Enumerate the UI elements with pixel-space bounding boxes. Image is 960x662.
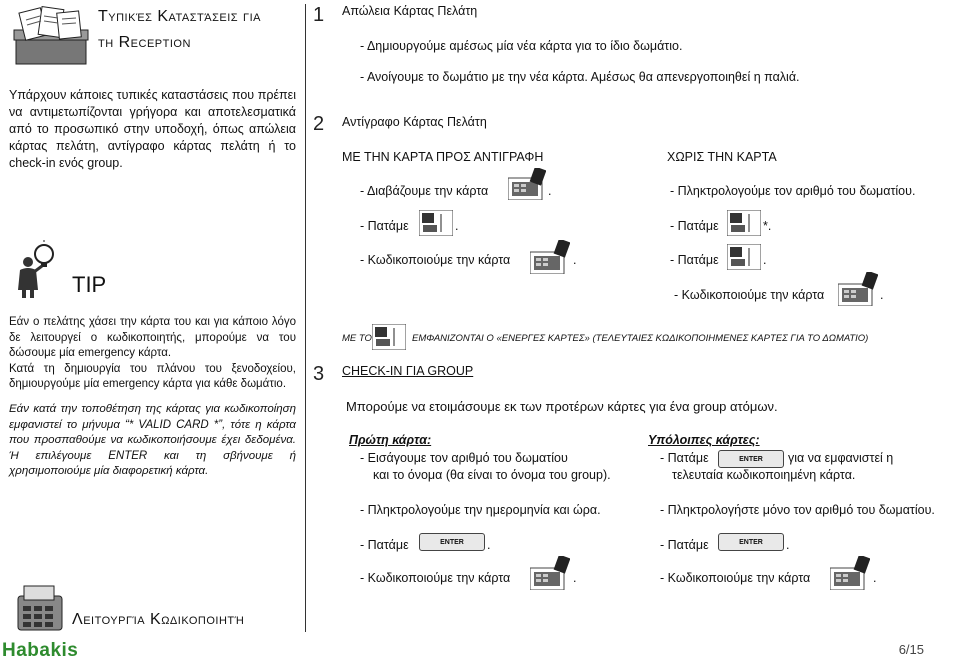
section-1-number: 1 [313, 4, 325, 26]
without-card-step-press-1-suffix: *. [763, 219, 772, 233]
first-card-step-encode-dot: . [573, 571, 577, 585]
other-cards-step-press-dot: . [786, 538, 790, 552]
card-encoder-icon [830, 556, 870, 590]
first-card-heading: Πρώτη κάρτα: [349, 433, 432, 447]
pc-key-icon [727, 210, 761, 236]
other-cards-step-press: - Πατάμε [660, 451, 709, 465]
enter-key: ENTER [718, 533, 784, 551]
first-card-step-room: - Εισάγουμε τον αριθμό του δωματίου [360, 451, 568, 465]
without-card-step-encode: - Κωδικοποιούμε την κάρτα [674, 288, 825, 302]
column-divider [305, 4, 306, 632]
section-1-title: Απώλεια Κάρτας Πελάτη [342, 4, 478, 18]
other-cards-heading: Υπόλοιπες κάρτες: [648, 433, 760, 447]
active-cards-note-text: ΕΜΦΑΝΙΖΟΝΤΑΙ Ο «ΕΝΕΡΓΕΣ ΚΑΡΤΕΣ» (ΤΕΛΕΥΤΑΙΕΣ ΚΩΔΙΚΟΠΟΙΗΜΕΝΕΣ ΚΑΡΤΕΣ ΓΙΑ ΤΟ ΔΩΜΑΤΙΟ) [412, 333, 869, 344]
tip-label: TIP [72, 272, 107, 297]
other-cards-step-press-suffix: για να εμφανιστεί η [788, 451, 894, 465]
first-card-step-press: - Πατάμε [360, 538, 409, 552]
other-cards-step-room: - Πληκτρολογήστε μόνο τον αριθμό του δωματίου. [660, 503, 935, 517]
card-reader-icon [508, 168, 546, 200]
with-card-step-read: - Διαβάζουμε την κάρτα [360, 184, 489, 198]
first-card-step-date: - Πληκτρολογούμε την ημερομηνία και ώρα. [360, 503, 601, 517]
section-1-step-1: - Δημιουργούμε αμέσως μία νέα κάρτα για το ίδιο δωμάτιο. [360, 39, 683, 53]
without-card-step-type-room: - Πληκτρολογούμε τον αριθμό του δωματίου. [670, 184, 916, 198]
idea-person-icon [14, 240, 60, 300]
without-card-step-encode-dot: . [880, 288, 884, 302]
with-card-step-encode-dot: . [573, 253, 577, 267]
pc-key-icon [372, 324, 406, 350]
section-2-number: 2 [313, 113, 325, 135]
other-cards-step-press-2: τελευταία κωδικοποιημένη κάρτα. [672, 468, 856, 482]
col-without-card-heading: ΧΩΡΙΣ ΤΗΝ ΚΑΡΤΑ [667, 150, 777, 164]
encoder-device-icon [14, 582, 66, 634]
documents-icon [12, 6, 90, 68]
section-1-step-2: - Ανοίγουμε το δωμάτιο με την νέα κάρτα. Αμέσως θα απενεργοποιηθεί η παλιά. [360, 70, 800, 84]
section-2-title: Αντίγραφο Κάρτας Πελάτη [342, 115, 487, 129]
without-card-step-press-1: - Πατάμε [670, 219, 719, 233]
without-card-step-press-2: - Πατάμε [670, 253, 719, 267]
card-encoder-icon [530, 240, 570, 274]
with-card-step-press: - Πατάμε [360, 219, 409, 233]
other-cards-step-encode: - Κωδικοποιούμε την κάρτα [660, 571, 811, 585]
enter-key: ENTER [718, 450, 784, 468]
encoder-section-title: Λειτουργία Κωδικοποιητή [72, 611, 245, 628]
active-cards-note-prefix: ΜΕ ΤΟ [342, 333, 372, 344]
section-3-title: CHECK-IN ΓΙΑ GROUP [342, 364, 474, 378]
brand-logo: Habakis [2, 640, 79, 661]
with-card-step-encode: - Κωδικοποιούμε την κάρτα [360, 253, 511, 267]
other-cards-step-press-2b: - Πατάμε [660, 538, 709, 552]
first-card-step-room-2: και το όνομα (θα είναι το όνομα του group). [373, 468, 611, 482]
card-encoder-icon [838, 272, 878, 306]
tip-valid-card-note: Εάν κατά την τοποθέτηση της κάρτας για κωδικοποίηση εμφανιστεί το μήνυμα “* VALID CARD *”, τότε η κάρτα που προσπαθούμε να κωδικοποιήσουμε έχει δεδομένα. Ή επιλέγουμε ENTER και τη σβήνουμε ή χρησιμοποιούμε μία διαφορετική κάρτα. [9, 403, 296, 477]
with-card-step-press-dot: . [455, 219, 459, 233]
first-card-step-encode: - Κωδικοποιούμε την κάρτα [360, 571, 511, 585]
card-encoder-icon [530, 556, 570, 590]
pc-key-icon [419, 210, 453, 236]
section-3-number: 3 [313, 363, 325, 385]
tip-para-2: Κατά τη δημιουργία του πλάνου του ξενοδοχείου, δημιουργούμε μία emergency κάρτα για κάθε δωμάτιο. [9, 362, 296, 390]
intro-text: Υπάρχουν κάποιες τυπικές καταστάσεις που πρέπει να αντιμετωπίζονται γρήγορα και αποτελεσματικά από το προσωπικό στην υποδοχή, όπως απώλεια κάρτας πελάτη, αντίγραφο κάρτας πελάτη ή το check-in ενός group. [9, 88, 296, 170]
section-3-intro: Μπορούμε να ετοιμάσουμε εκ των προτέρων κάρτες για ένα group ατόμων. [346, 399, 778, 414]
other-cards-step-encode-dot: . [873, 571, 877, 585]
col-with-card-heading: ΜΕ ΤΗΝ ΚΑΡΤΑ ΠΡΟΣ ΑΝΤΙΓΡΑΦΗ [342, 150, 544, 164]
first-card-step-press-dot: . [487, 538, 491, 552]
page-title-line1: Τυπικές Καταστάσεις για [98, 8, 262, 25]
tip-para-1: Εάν ο πελάτης χάσει την κάρτα του και για κάποιο λόγο δε λειτουργεί ο κωδικοποιητής, μπορούμε να του δώσουμε μία emergency κάρτα. [9, 316, 296, 359]
enter-key: ENTER [419, 533, 485, 551]
page-title-line2: τη Reception [98, 34, 191, 51]
with-card-step-read-dot: . [548, 184, 552, 198]
without-card-step-press-2-dot: . [763, 253, 767, 267]
page-number: 6/15 [898, 642, 924, 657]
tip-text [9, 315, 296, 393]
pc-key-icon [727, 244, 761, 270]
